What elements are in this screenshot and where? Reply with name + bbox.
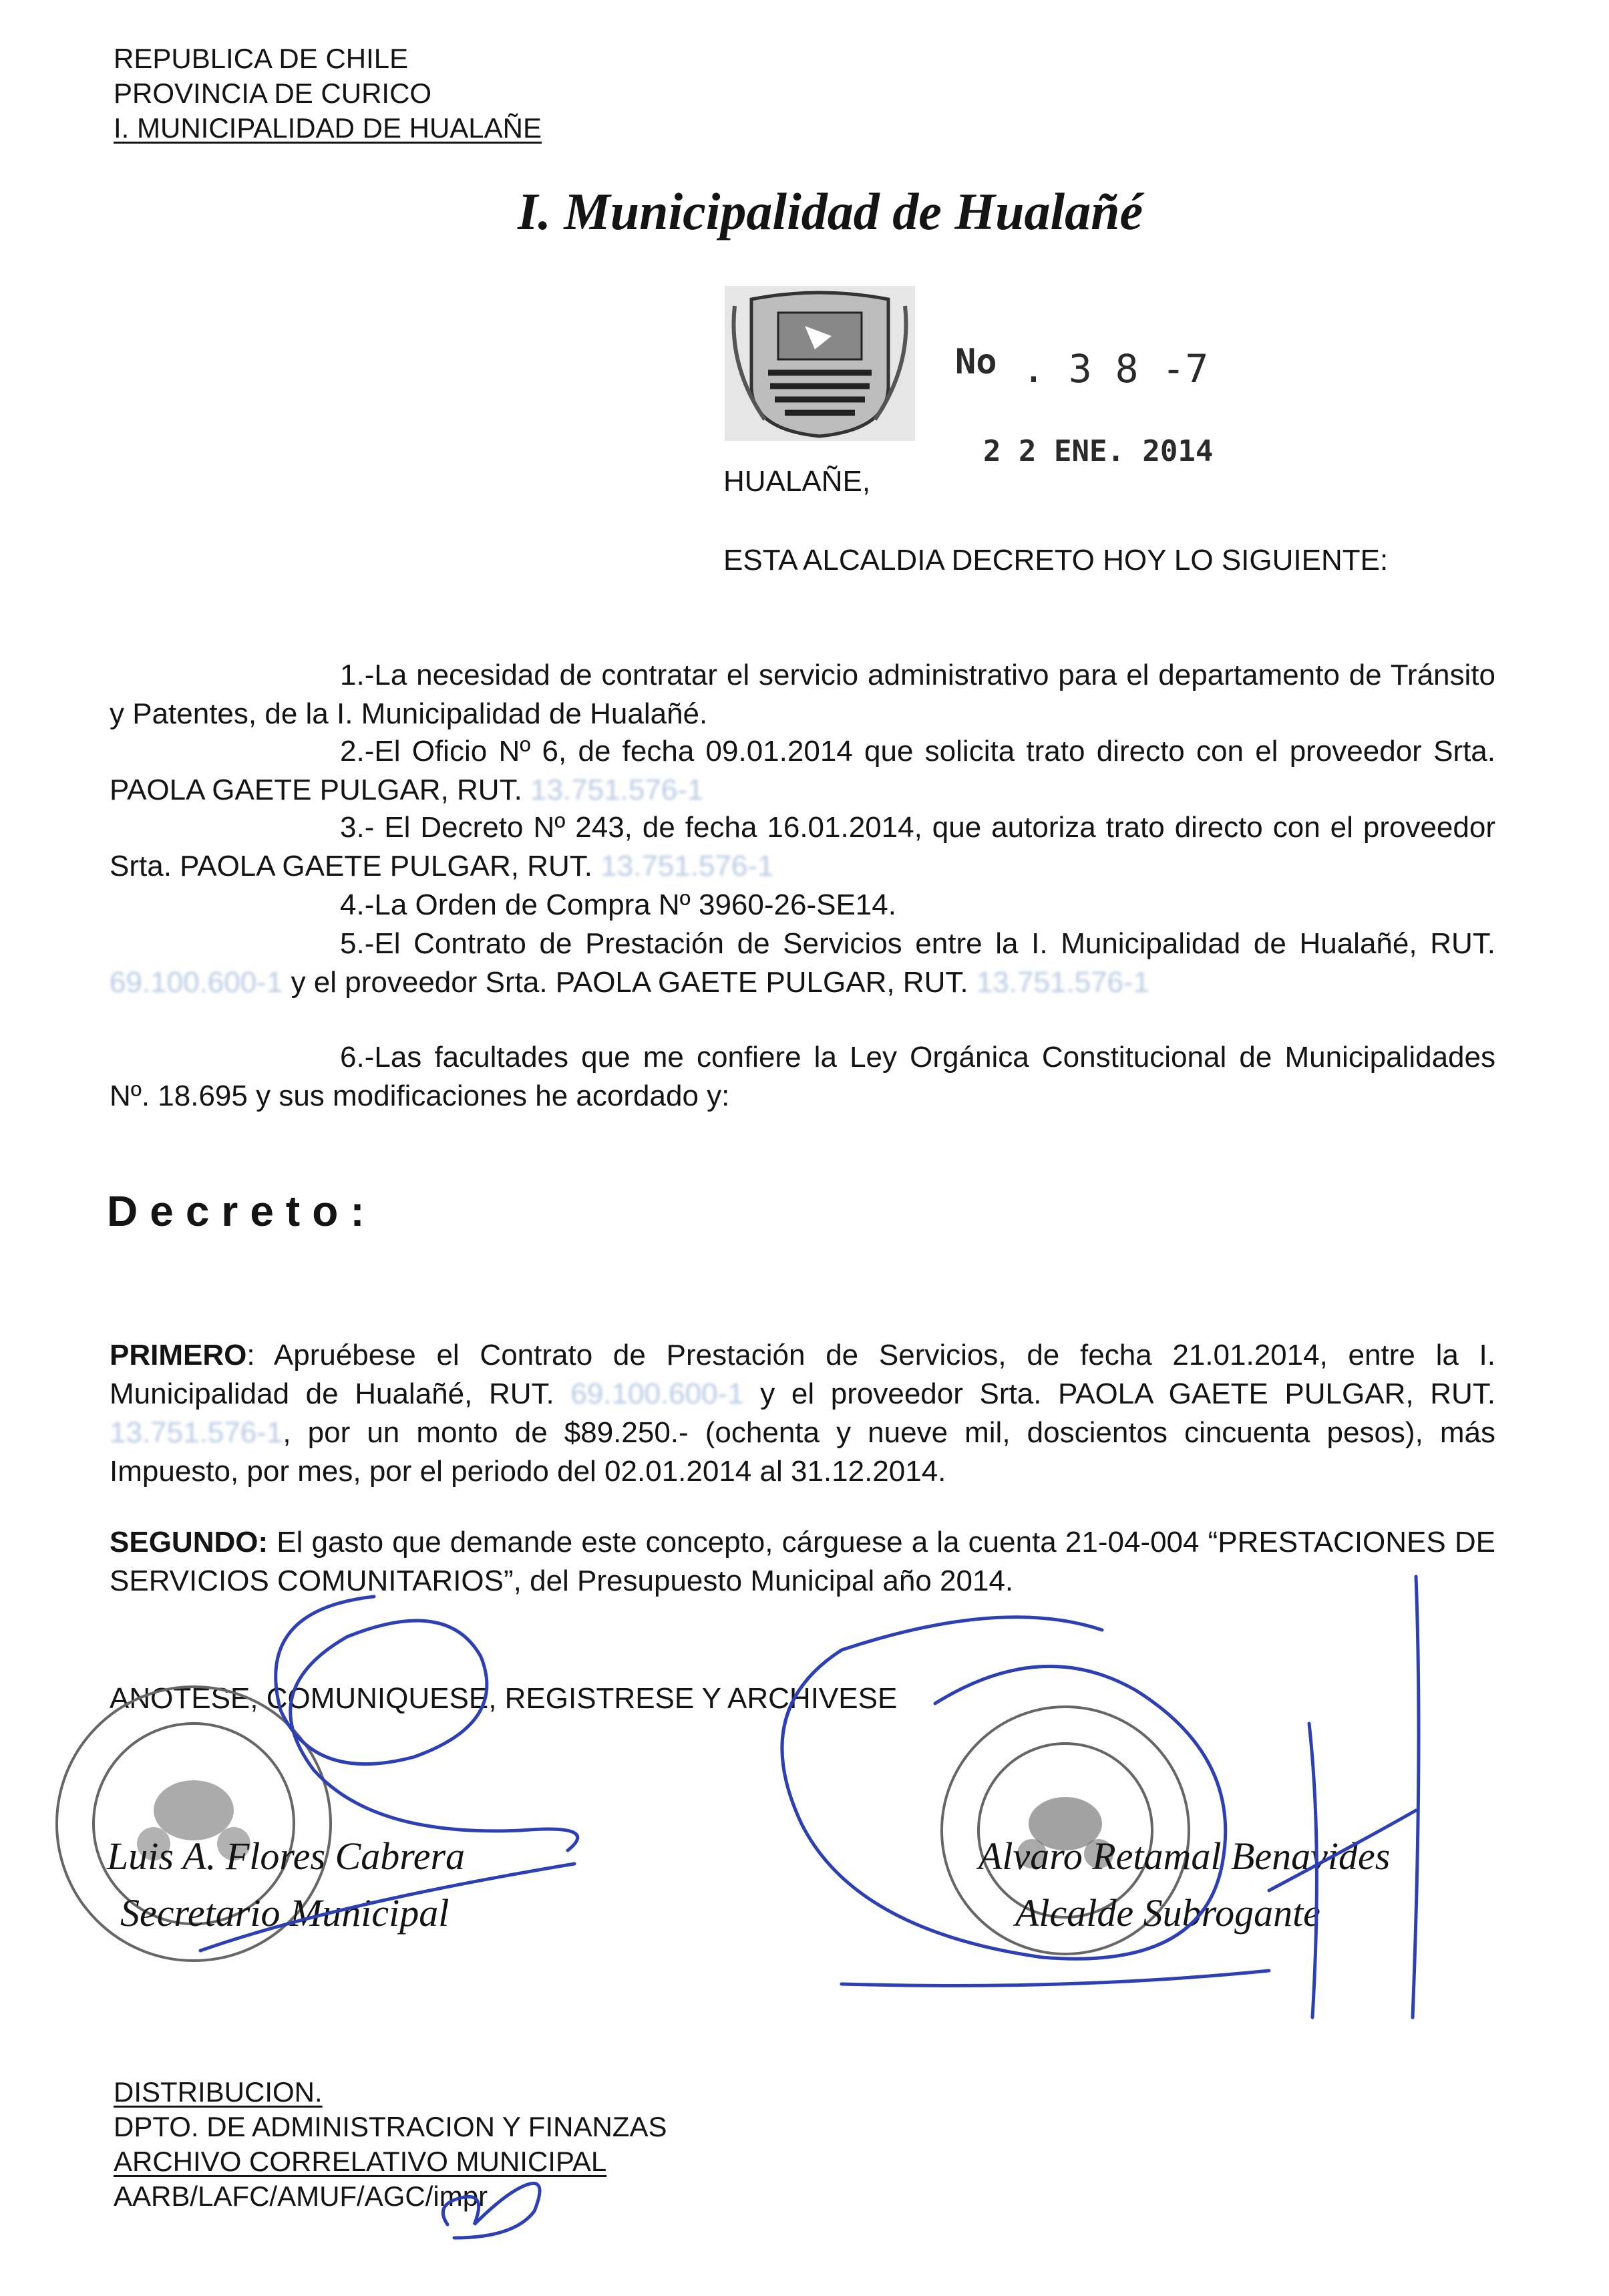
document-title: I. Municipalidad de Hualañé — [518, 182, 1143, 240]
primero-text-b: y el proveedor Srta. PAOLA GAETE PULGAR, RUT. — [760, 1377, 1495, 1410]
signatory-right-name: Alvaro Retamal Benavides — [978, 1834, 1391, 1878]
date-stamp: 2 2 ENE. 2014 — [983, 434, 1214, 468]
redacted-rut: 13.751.576-1 — [976, 966, 1150, 999]
decree-number-value: . 3 8 -7 — [1022, 346, 1209, 391]
redacted-rut: 13.751.576-1 — [530, 774, 704, 806]
signatory-left-title: Secretario Municipal — [120, 1891, 450, 1935]
handwritten-signatures-icon — [0, 1556, 1609, 2024]
redacted-rut: 13.751.576-1 — [600, 850, 774, 882]
considerando-4-text: 4.-La Orden de Compra Nº 3960-26-SE14. — [340, 888, 896, 921]
distribution-line-3: AARB/LAFC/AMUF/AGC/impr — [114, 2180, 488, 2212]
decree-number-label: No — [955, 342, 997, 382]
redacted-rut: 13.751.576-1 — [110, 1416, 283, 1449]
coat-of-arms-icon — [725, 286, 915, 441]
considerando-2 — [110, 732, 1495, 810]
header-municipalidad: I. MUNICIPALIDAD DE HUALAÑE — [114, 112, 542, 144]
header-republica: REPUBLICA DE CHILE — [114, 43, 409, 74]
distribution-line-1: DPTO. DE ADMINISTRACION Y FINANZAS — [114, 2111, 667, 2142]
signatory-right-title: Alcalde Subrogante — [1015, 1891, 1320, 1935]
decreto-heading: Decreto: — [107, 1187, 377, 1235]
redacted-rut: 69.100.600-1 — [570, 1377, 744, 1410]
considerando-1-text: 1.-La necesidad de contratar el servicio administrativo para el departamento de Tránsito y Patentes, de la I. Municipalidad de Hualañé. — [110, 659, 1495, 730]
primero-text-c: , por un monto de $89.250.- (ochenta y nueve mil, doscientos cincuenta pesos), más Impuesto, por mes, por el periodo del 02.01.2014 al 31.12.2014. — [110, 1416, 1495, 1488]
place-label: HUALAÑE, — [723, 465, 871, 498]
considerando-5-text-b: y el proveedor Srta. PAOLA GAETE PULGAR, RUT. — [291, 966, 968, 999]
considerando-5-text-a: 5.-El Contrato de Prestación de Servicios entre la I. Municipalidad de Hualañé, RUT. — [340, 927, 1495, 960]
signatory-left-name: Luis A. Flores Cabrera — [107, 1834, 466, 1878]
initials-icon — [427, 2164, 561, 2251]
considerando-4 — [110, 886, 1495, 925]
distribution-line-2: ARCHIVO CORRELATIVO MUNICIPAL — [114, 2146, 607, 2177]
considerando-1 — [110, 656, 1495, 733]
considerando-6 — [110, 1038, 1495, 1116]
closing-line: ANOTESE, COMUNIQUESE, REGISTRESE Y ARCHIVESE — [110, 1682, 898, 1715]
segundo-text: El gasto que demande este concepto, cárguese a la cuenta 21-04-004 “PRESTACIONES DE SERVICIOS COMUNITARIOS”, del Presupuesto Municipal año 2014. — [110, 1526, 1495, 1597]
distribution-heading: DISTRIBUCION. — [114, 2076, 323, 2108]
considerando-5 — [110, 925, 1495, 1002]
segundo-label: SEGUNDO: — [110, 1526, 269, 1559]
considerando-6-text: 6.-Las facultades que me confiere la Ley Orgánica Constitucional de Municipalidades Nº. 18.695 y sus modificaciones he acordado y: — [110, 1041, 1495, 1112]
header-provincia: PROVINCIA DE CURICO — [114, 77, 432, 109]
primero-label: PRIMERO — [110, 1339, 247, 1371]
considerando-3 — [110, 808, 1495, 886]
redacted-rut: 69.100.600-1 — [110, 966, 283, 999]
considerando-2-text: 2.-El Oficio Nº 6, de fecha 09.01.2014 que solicita trato directo con el proveedor Srta. PAOLA GAETE PULGAR, RUT. — [110, 735, 1495, 806]
primero-paragraph — [110, 1336, 1495, 1491]
primero-text-a: : Apruébese el Contrato de Prestación de Servicios, de fecha 21.01.2014, entre la I. Municipalidad de Hualañé, RUT. — [110, 1339, 1495, 1410]
intro-line: ESTA ALCALDIA DECRETO HOY LO SIGUIENTE: — [723, 544, 1389, 577]
considerando-3-text: 3.- El Decreto Nº 243, de fecha 16.01.2014, que autoriza trato directo con el proveedor Srta. PAOLA GAETE PULGAR, RUT. — [110, 811, 1495, 882]
